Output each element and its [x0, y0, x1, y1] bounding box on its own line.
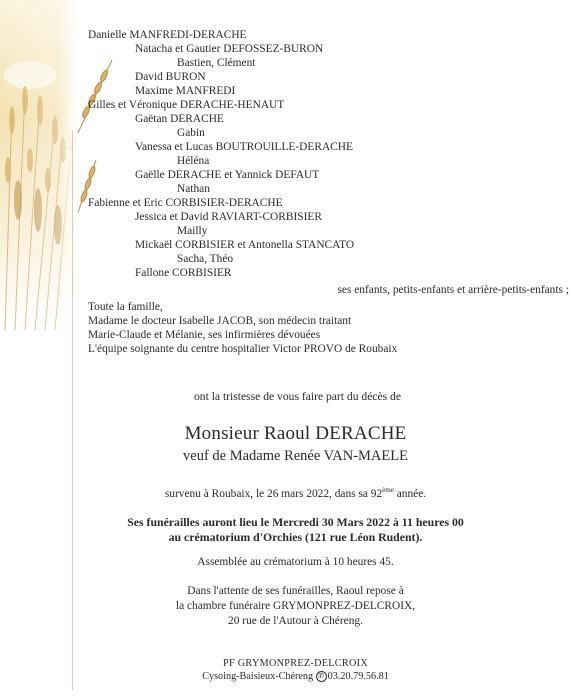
family-member: Nathan — [177, 183, 210, 195]
family-member: Danielle MANFREDI-DERACHE — [88, 29, 247, 41]
mourner-line: Madame le docteur Isabelle JACOB, son médecin traitant — [88, 315, 352, 327]
mourner-line: Toute la famille, — [88, 301, 163, 313]
funeral-home-location: Cysoing-Baisieux-Chéreng — [202, 671, 316, 682]
assembly-time: Assemblée au crématorium à 10 heures 45. — [197, 556, 394, 568]
family-member: David BURON — [135, 71, 206, 83]
death-prefix: survenu à Roubaix, le 26 mars 2022, dans sa 92 — [164, 487, 383, 500]
funeral-date: Ses funérailles auront lieu le Mercredi 30 Mars 2022 à 11 heures 00 — [127, 515, 464, 529]
funeral-home-name: PF GRYMONPREZ-DELCROIX — [223, 658, 368, 669]
family-member: Gaëtan DERACHE — [135, 113, 224, 125]
rest-line: 20 rue de l'Autour à Chéreng. — [228, 615, 363, 627]
age-superscript: ème — [382, 486, 394, 494]
family-member: Fallone CORBISIER — [135, 267, 232, 279]
family-member: Gilles et Véronique DERACHE-HENAUT — [88, 99, 285, 111]
family-member: Vanessa et Lucas BOUTROUILLE-DERACHE — [135, 141, 353, 153]
funeral-home-contact — [8, 671, 575, 682]
family-member: Gaëlle DERACHE et Yannick DEFAUT — [135, 169, 320, 181]
rest-line: la chambre funéraire GRYMONPREZ-DELCROIX, — [175, 600, 416, 612]
family-member: Bastien, Clément — [177, 57, 256, 69]
family-member: Mickaël CORBISIER et Antonella STANCATO — [135, 239, 355, 251]
funeral-home-phone: 03.20.79.56.81 — [327, 671, 389, 682]
family-member: Sacha, Théo — [177, 253, 234, 265]
family-member: Mailly — [177, 225, 208, 237]
mourner-line: Marie-Claude et Mélanie, ses infirmières dévouées — [88, 329, 321, 341]
family-member: Maxime MANFREDI — [135, 85, 236, 97]
death-suffix: année. — [393, 487, 427, 500]
relation-summary: ses enfants, petits-enfants et arrière-petits-enfants ; — [337, 284, 569, 296]
family-member: Héléna — [177, 155, 210, 167]
death-details — [8, 486, 575, 500]
announcement: ont la tristesse de vous faire part du décès de — [193, 390, 401, 403]
deceased-title: Monsieur Raoul — [184, 423, 316, 444]
family-member: Gabin — [177, 127, 205, 139]
mourner-line: L'équipe soignante du centre hospitalier Victor PROVO de Roubaix — [88, 343, 398, 355]
wheat-illustration — [0, 0, 120, 330]
rest-line: Dans l'attente de ses funérailles, Raoul repose à — [187, 585, 404, 597]
widow-line: veuf de Madame Renée VAN-MAELE — [183, 448, 408, 464]
family-member: Jessica et David RAVIART-CORBISIER — [135, 211, 322, 223]
phone-circle-icon: ✆ — [316, 671, 327, 682]
family-member: Natacha et Gautier DEFOSSEZ-BURON — [135, 43, 324, 55]
funeral-location: au crématorium d'Orchies (121 rue Léon Rudent). — [168, 530, 423, 544]
deceased-surname: DERACHE — [315, 423, 407, 444]
family-member: Fabienne et Eric CORBISIER-DERACHE — [88, 197, 283, 209]
deceased-name — [8, 423, 575, 445]
